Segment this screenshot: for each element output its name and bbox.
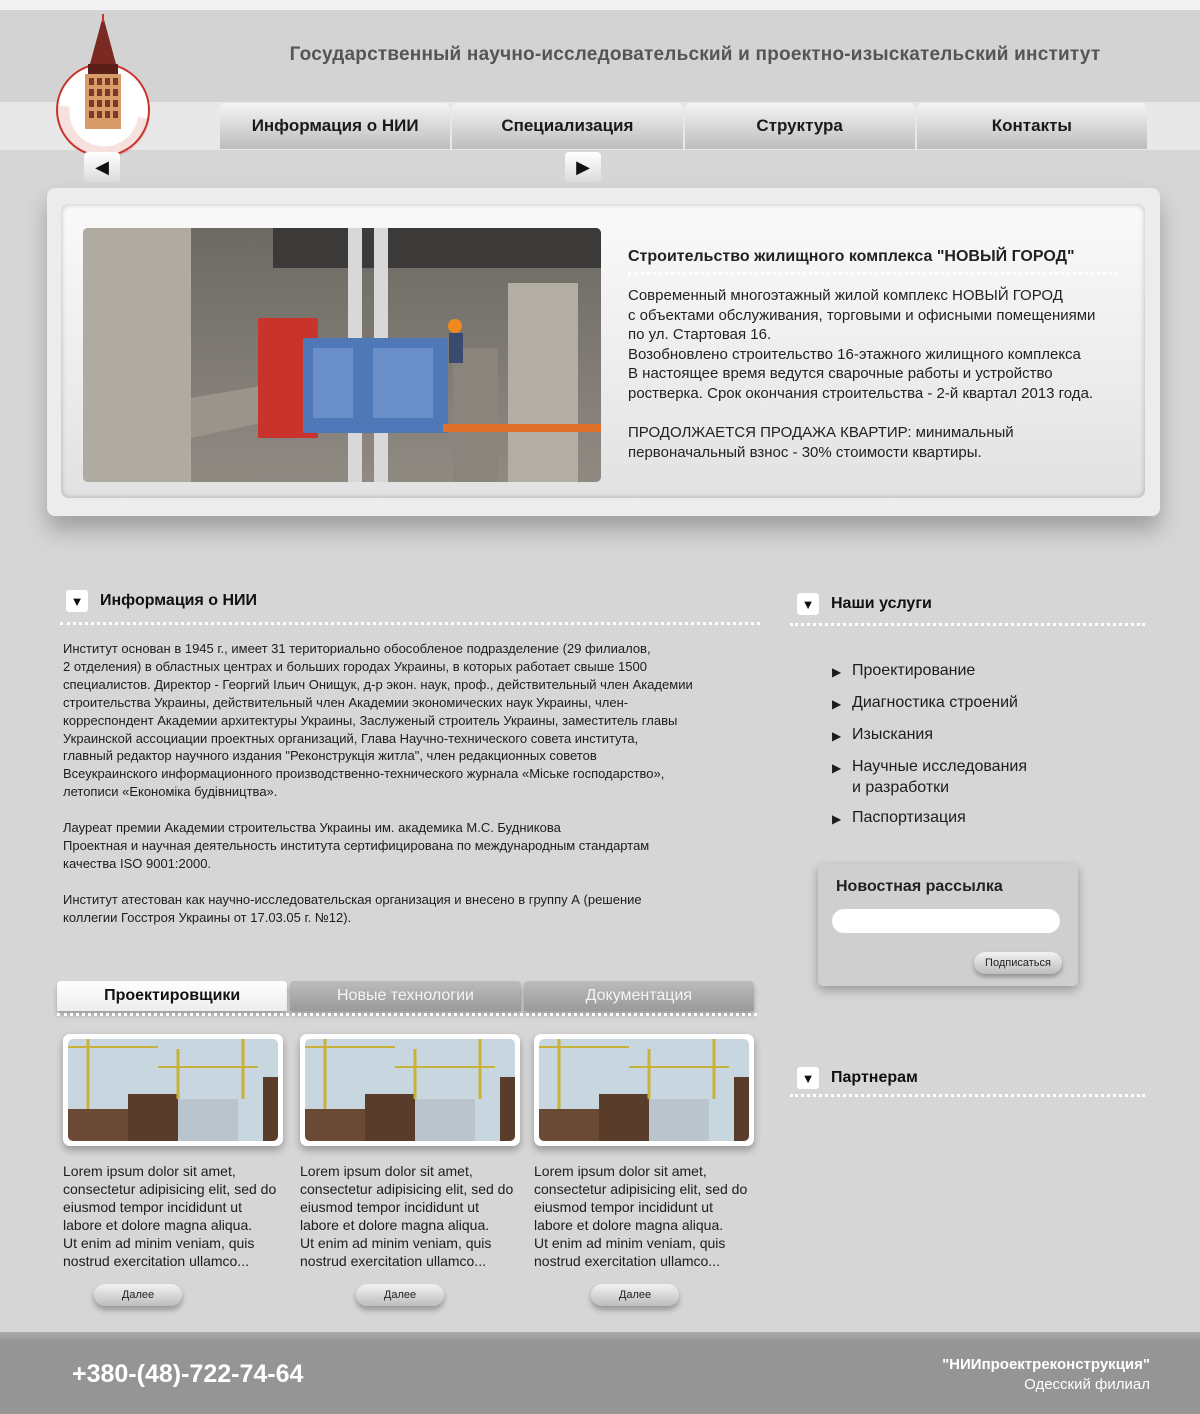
service-item-design[interactable] <box>832 660 1132 683</box>
service-item-surveys[interactable] <box>832 724 1132 747</box>
footer-phone: +380-(48)-722-74-64 <box>72 1360 304 1388</box>
footer-branch: Одесский филиал <box>1024 1376 1150 1393</box>
service-label: Проектирование <box>852 662 976 679</box>
footer-org-name: "НИИпроектреконструкция" <box>942 1356 1150 1373</box>
dotted-divider <box>790 623 1145 626</box>
collapse-triangle-icon[interactable]: ▼ <box>797 1067 819 1089</box>
services-heading-text: Наши услуги <box>831 595 932 612</box>
card-more-button[interactable]: Далее <box>94 1284 182 1306</box>
institute-logo[interactable] <box>52 14 156 160</box>
subscribe-button[interactable]: Подписаться <box>974 952 1062 974</box>
dotted-divider <box>790 1094 1145 1097</box>
top-strip <box>0 0 1200 10</box>
content-tabs <box>57 981 757 1011</box>
tab-new-technologies[interactable]: Новые технологии <box>290 981 520 1011</box>
triangle-right-icon: ▶ <box>832 812 842 826</box>
slide-photo-construction-lift <box>83 228 601 482</box>
card-text: Lorem ipsum dolor sit amet, consectetur adipisicing elit, sed do eiusmod tempor incididunt ut labore et dolore magna aliqua. Ut enim ad minim veniam, quis nostrud exercitation ullamco... <box>300 1163 514 1269</box>
service-item-certification[interactable] <box>832 807 1132 830</box>
collapse-triangle-icon[interactable]: ▼ <box>66 590 88 612</box>
service-label: Паспортизация <box>852 809 966 826</box>
triangle-right-icon: ▶ <box>832 729 842 743</box>
collapse-triangle-icon[interactable]: ▼ <box>797 593 819 615</box>
partners-heading-text: Партнерам <box>831 1069 918 1086</box>
newsletter-title: Новостная рассылка <box>836 878 1003 895</box>
slide-paragraph: Современный многоэтажный жилой комплекс НОВЫЙ ГОРОД с объектами обслуживания, торговыми и офисными помещениями по ул. Стартовая 16. Возобновлено строительство 16-этажного жилищного комплекса В настоящее время ведутся сварочные работы и устройство ростверка. Срок окончания строительства - 2-й квартал 2013 года. <box>628 287 1096 402</box>
card-photo-cranes <box>305 1039 515 1141</box>
nav-item-structure[interactable]: Структура <box>685 103 915 149</box>
card-text: Lorem ipsum dolor sit amet, consectetur adipisicing elit, sed do eiusmod tempor incididunt ut labore et dolore magna aliqua. Ut enim ad minim veniam, quis nostrud exercitation ullamco... <box>534 1163 748 1269</box>
service-label: Диагностика строений <box>852 694 1018 711</box>
services-heading <box>797 593 932 615</box>
triangle-right-icon: ▶ <box>832 761 842 775</box>
triangle-right-icon: ▶ <box>832 697 842 711</box>
project-card <box>63 1034 285 1270</box>
info-text <box>63 640 763 945</box>
tab-designers[interactable]: Проектировщики <box>57 981 287 1011</box>
service-label: Научные исследования и разработки <box>852 758 1027 796</box>
nav-item-specialization[interactable]: Специализация <box>452 103 682 149</box>
card-image-frame[interactable] <box>534 1034 754 1146</box>
newsletter-email-input[interactable] <box>832 909 1060 933</box>
service-label: Изыскания <box>852 726 934 743</box>
service-item-diagnostics[interactable] <box>832 692 1132 715</box>
slider-prev-button[interactable]: ◀ <box>84 152 120 182</box>
card-more-button[interactable]: Далее <box>591 1284 679 1306</box>
newsletter-box <box>818 864 1078 986</box>
card-photo-cranes <box>68 1039 278 1141</box>
slide-paragraph: ПРОДОЛЖАЕТСЯ ПРОДАЖА КВАРТИР: минимальный первоначальный взнос - 30% стоимости квартиры. <box>628 424 1014 461</box>
info-heading-text: Информация о НИИ <box>100 592 258 609</box>
footer-organization <box>942 1355 1150 1395</box>
dotted-divider <box>60 622 760 625</box>
service-item-research[interactable] <box>832 756 1132 798</box>
card-more-button[interactable]: Далее <box>356 1284 444 1306</box>
dotted-divider <box>57 1013 757 1016</box>
slide-description <box>628 286 1128 462</box>
project-card <box>534 1034 756 1270</box>
info-paragraph: Лауреат премии Академии строительства Украины им. академика М.С. Будникова Проектная и научная деятельность института сертифицирована по международным стандартам качества ISO 9001:2000. <box>63 820 650 871</box>
card-text: Lorem ipsum dolor sit amet, consectetur adipisicing elit, sed do eiusmod tempor incididunt ut labore et dolore magna aliqua. Ut enim ad minim veniam, quis nostrud exercitation ullamco... <box>63 1163 277 1269</box>
card-photo-cranes <box>539 1039 749 1141</box>
triangle-right-icon: ▶ <box>832 665 842 679</box>
services-list <box>832 660 1132 839</box>
tab-documentation[interactable]: Документация <box>524 981 754 1011</box>
nav-item-contacts[interactable]: Контакты <box>917 103 1147 149</box>
nav-item-info[interactable]: Информация о НИИ <box>220 103 450 149</box>
slide-title: Строительство жилищного комплекса "НОВЫЙ ГОРОД" <box>628 248 1118 275</box>
project-card <box>300 1034 522 1270</box>
card-image-frame[interactable] <box>63 1034 283 1146</box>
slider-next-button[interactable]: ▶ <box>565 152 601 182</box>
card-image-frame[interactable] <box>300 1034 520 1146</box>
partners-heading <box>797 1067 918 1089</box>
info-paragraph: Институт основан в 1945 г., имеет 31 териториально обособленое подразделение (29 филиалов, 2 отделения) в областных центрах и больших городах Украины, в которых работает свыше 1500 специалистов. Директор - Георгий Ільич Онищук, д-р экон. наук, проф., действительный член Академии строительства Украины, действительный член Академии экономических наук Украины, член- корреспондент Академии архитектуры Украины, Заслуженый строитель Украины, заместитель главы Украинской ассоциации проектных организаций, Глава Научно-технического совета института, главный редактор научного издания "Реконструкція житла", член редакционных советов Всеукраинского информационного производственно-технического журнала «Міське господарство», летописи «Економіка будівництва». <box>63 641 693 800</box>
info-paragraph: Институт атестован как научно-исследовательская организация и внесено в группу А (решение коллегии Госстроя Украины от 17.03.05 г. №12). <box>63 891 642 925</box>
site-title: Государственный научно-исследовательский и проектно-изыскательский институт <box>289 44 1101 65</box>
info-section-heading <box>66 590 257 612</box>
main-nav <box>220 103 1147 149</box>
